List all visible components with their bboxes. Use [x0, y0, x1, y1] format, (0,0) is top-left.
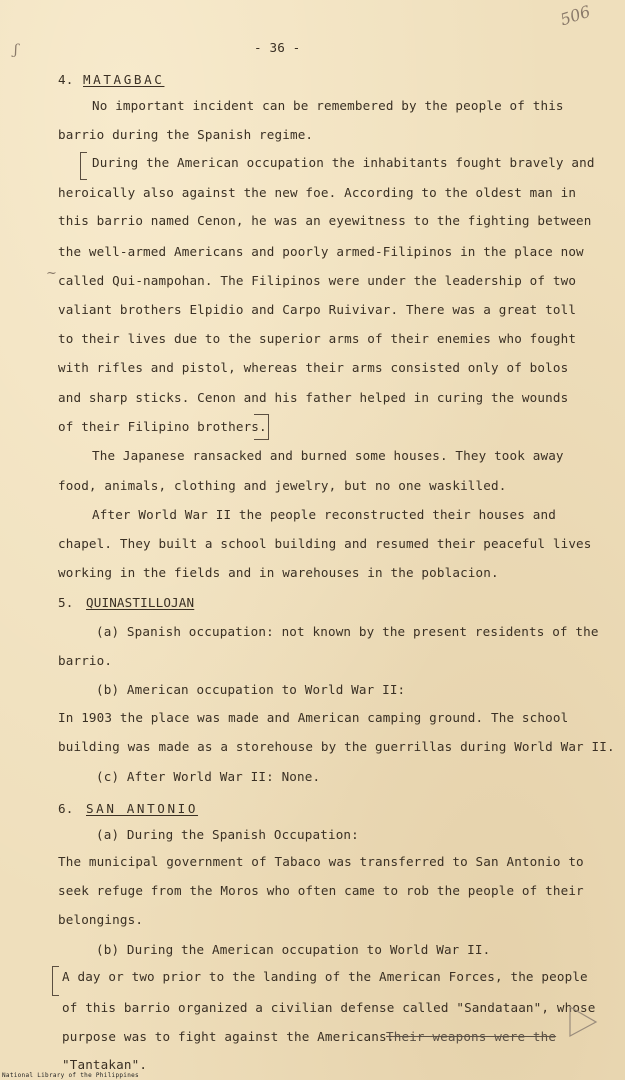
text-line: of their Filipino brothers.	[58, 419, 267, 434]
text-line: food, animals, clothing and jewelry, but no one waskilled.	[58, 478, 507, 493]
text-line: chapel. They built a school building and resumed their peaceful lives	[58, 536, 592, 551]
footer-credit: National Library of the Philippines	[2, 1072, 139, 1079]
text-line: with rifles and pistol, whereas their arms consisted only of bolos	[58, 360, 569, 375]
text-line: seek refuge from the Moros who often came to rob the people of their	[58, 883, 584, 898]
margin-bracket	[80, 152, 87, 180]
text-line: During the American occupation the inhabitants fought bravely and	[92, 155, 595, 170]
text-line: called Qui-nampohan. The Filipinos were under the leadership of two	[58, 273, 577, 288]
text-line: (a) During the Spanish Occupation:	[96, 827, 359, 842]
text-line: working in the fields and in warehouses in the poblacion.	[58, 565, 499, 580]
text-line: belongings.	[58, 912, 144, 927]
handwritten-page-annotation: 506	[557, 1, 593, 30]
text-line: No important incident can be remembered by the people of this	[92, 98, 564, 113]
text-line: The Japanese ransacked and burned some houses. They took away	[92, 448, 564, 463]
text-line: A day or two prior to the landing of the American Forces, the people	[62, 969, 588, 984]
text-line: heroically also against the new foe. According to the oldest man in	[58, 185, 577, 200]
margin-mark: ~	[46, 266, 57, 281]
text-line: In 1903 the place was made and American camping ground. The school	[58, 710, 569, 725]
struck-text: Their weapons were the	[386, 1029, 557, 1044]
text-line: purpose was to fight against the Americans.	[62, 1029, 395, 1044]
text-line: valiant brothers Elpidio and Carpo Ruivivar. There was a great toll	[58, 302, 577, 317]
text-line: to their lives due to the superior arms of their enemies who fought	[58, 331, 577, 346]
margin-bracket	[254, 414, 269, 440]
page-number: - 36 -	[254, 40, 301, 55]
section-number: 5.	[58, 595, 74, 610]
section-heading-matagbac: MATAGBAC	[83, 72, 165, 87]
text-line: barrio during the Spanish regime.	[58, 127, 314, 142]
triangle-mark-icon	[566, 1004, 600, 1038]
text-line: (c) After World War II: None.	[96, 769, 321, 784]
section-number: 4.	[58, 72, 74, 87]
section-heading-san-antonio: SAN ANTONIO	[86, 801, 199, 816]
text-line: (a) Spanish occupation: not known by the present residents of the	[96, 624, 599, 639]
margin-mark: ʃ	[14, 42, 18, 58]
text-line: "Tantakan".	[62, 1057, 148, 1072]
text-line: (b) During the American occupation to World War II.	[96, 942, 491, 957]
text-line: the well-armed Americans and poorly armed-Filipinos in the place now	[58, 244, 584, 259]
text-line: The municipal government of Tabaco was transferred to San Antonio to	[58, 854, 584, 869]
text-line: building was made as a storehouse by the guerrillas during World War II.	[58, 739, 615, 754]
text-line: After World War II the people reconstructed their houses and	[92, 507, 556, 522]
section-heading-quinastillojan: QUINASTILLOJAN	[86, 595, 195, 610]
text-line: this barrio named Cenon, he was an eyewitness to the fighting between	[58, 213, 592, 228]
text-line: and sharp sticks. Cenon and his father helped in curing the wounds	[58, 390, 569, 405]
text-line: barrio.	[58, 653, 113, 668]
text-line: of this barrio organized a civilian defense called "Sandataan", whose	[62, 1000, 596, 1015]
margin-bracket	[52, 966, 59, 996]
section-number: 6.	[58, 801, 74, 816]
text-line: (b) American occupation to World War II:	[96, 682, 406, 697]
